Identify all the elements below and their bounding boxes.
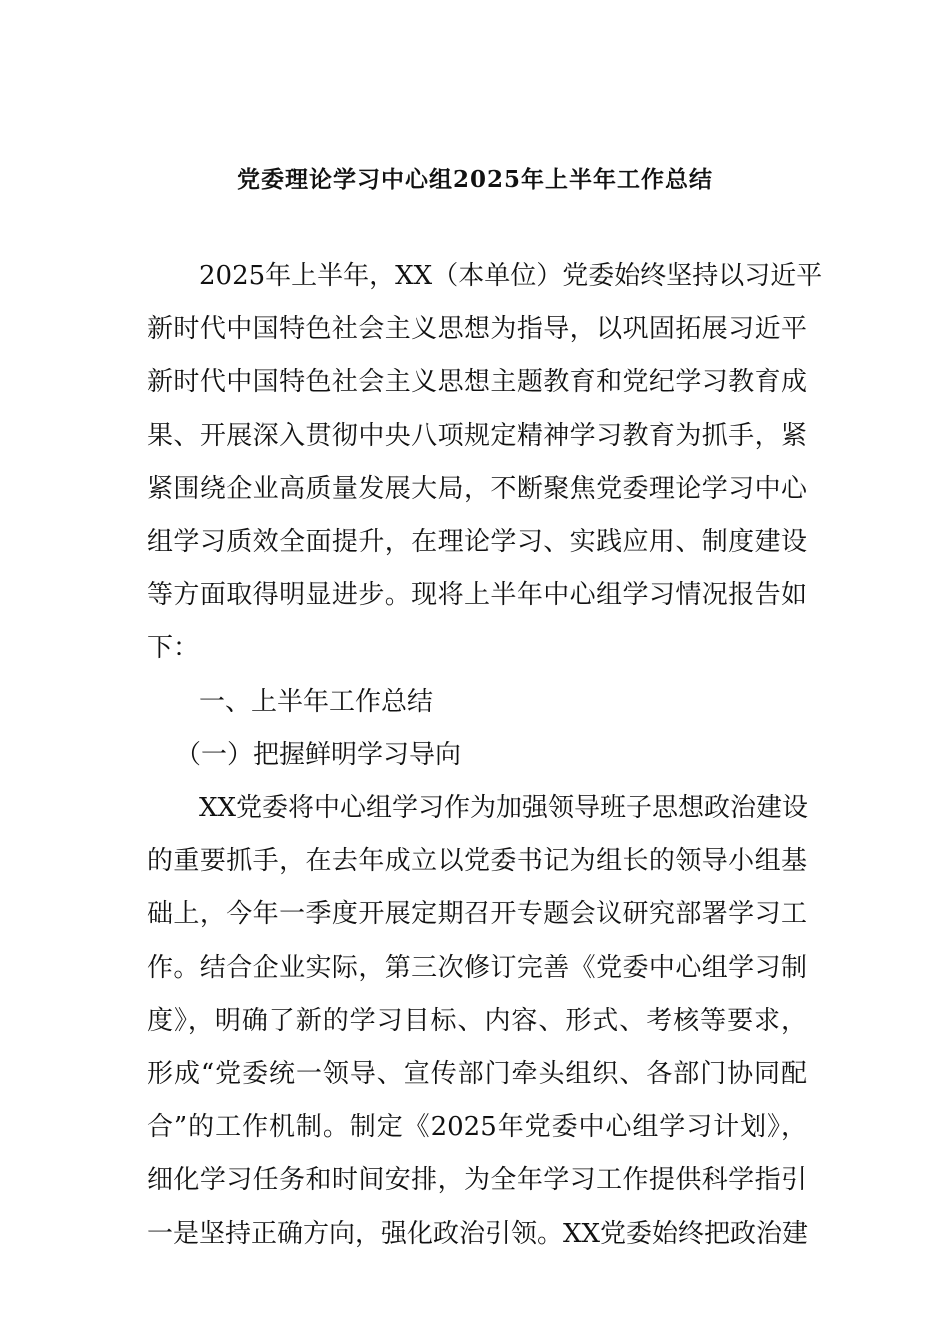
paragraph-line: XX党委将中心组学习作为加强领导班子思想政治建设 <box>199 793 809 824</box>
paragraph-line: 一是坚持正确方向，强化政治引领。XX党委始终把政治建 <box>147 1218 809 1249</box>
paragraph-line: 合”的工作机制。制定《2025年党委中心组学习计划》， <box>147 1112 807 1143</box>
paragraph-line: 新时代中国特色社会主义思想为指导，以巩固拓展习近平 <box>147 314 807 345</box>
paragraph-line: 础上，今年一季度开展定期召开专题会议研究部署学习工 <box>147 899 807 930</box>
paragraph-line: 等方面取得明显进步。现将上半年中心组学习情况报告如 <box>147 580 807 611</box>
paragraph-line: 细化学习任务和时间安排，为全年学习工作提供科学指引 <box>147 1165 807 1196</box>
paragraph-line: 作。结合企业实际，第三次修订完善《党委中心组学习制 <box>147 952 807 983</box>
paragraph-line: 紧围绕企业高质量发展大局，不断聚焦党委理论学习中心 <box>147 473 807 504</box>
paragraph-line: 果、开展深入贯彻中央八项规定精神学习教育为抓手，紧 <box>147 420 807 451</box>
paragraph-line: 度》，明确了新的学习目标、内容、形式、考核等要求， <box>147 1005 807 1036</box>
paragraph-line: 形成“党委统一领导、宣传部门牵头组织、各部门协同配 <box>147 1059 807 1090</box>
paragraph-line: 下： <box>147 633 200 664</box>
intro-paragraph <box>147 250 823 676</box>
paragraph-line: 的重要抓手，在去年成立以党委书记为组长的领导小组基 <box>147 846 807 877</box>
paragraph-line: 组学习质效全面提升，在理论学习、实践应用、制度建设 <box>147 527 807 558</box>
body-paragraph <box>147 782 807 1261</box>
paragraph-line: 2025年上半年，XX（本单位）党委始终坚持以习近平 <box>199 261 823 291</box>
paragraph-line: 新时代中国特色社会主义思想主题教育和党纪学习教育成 <box>147 367 807 398</box>
subsection-heading: （一）把握鲜明学习导向 <box>175 739 462 770</box>
section-heading: 一、上半年工作总结 <box>199 686 434 717</box>
document-body <box>147 250 823 1261</box>
document-title: 党委理论学习中心组2025年上半年工作总结 <box>236 166 713 193</box>
